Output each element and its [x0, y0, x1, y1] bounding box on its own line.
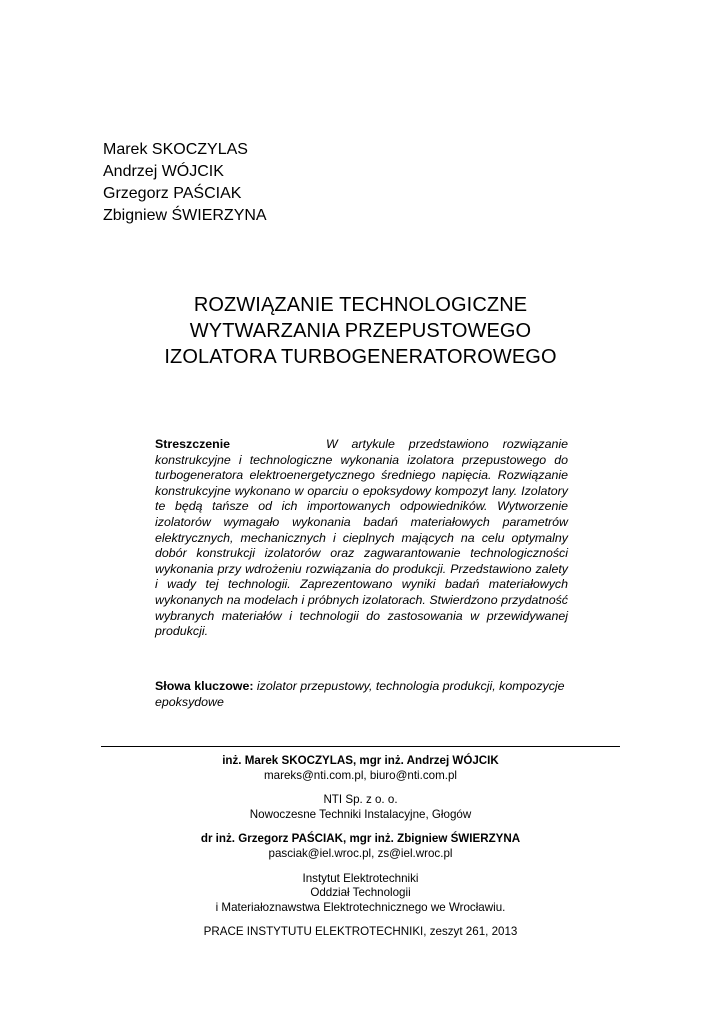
affiliation-org: Oddział Technologii	[310, 886, 411, 900]
author-list	[103, 139, 267, 227]
author-name: Marek SKOCZYLAS	[103, 141, 248, 158]
abstract	[155, 437, 568, 640]
abstract-text: W artykule przedstawiono rozwiązanie konstrukcyjne i technologiczne wykonania izolatora przepustowego do turbogeneratora elektroenergetycznego średniego napięcia. Rozwiązanie konstrukcyjne wykonano w oparciu o epoksydowy kompozyt lany. Izolatory te będą tańsze od ich importowanych odpowiedników. Wytworzenie izolatorów wymagało wykonania badań materiałowych parametrów elektrycznych, mechanicznych i cieplnych mających na celu optymalny dobór konstrukcji izolatorów oraz zagwarantowanie technologiczności wykonania przy wdrożeniu rozwiązania do produkcji. Przedstawiono zalety i wady tej technologii. Zaprezentowano wyniki badań materiałowych wykonanych na modelach i próbnych izolatorach. Stwierdzono przydatność wybranych materiałów i technologii do zastosowania w przewidywanej produkcji.	[155, 437, 569, 639]
title-line: IZOLATORA TURBOGENERATOROWEGO	[164, 346, 557, 368]
keywords	[155, 679, 568, 710]
affiliations-footer	[101, 754, 620, 940]
author-name: Zbigniew ŚWIERZYNA	[103, 207, 267, 224]
author-name: Andrzej WÓJCIK	[103, 163, 224, 180]
author-name: Grzegorz PAŚCIAK	[103, 185, 242, 202]
affiliation-org: i Materiałoznawstwa Elektrotechnicznego we Wrocławiu.	[215, 900, 506, 914]
keywords-label: Słowa kluczowe:	[155, 679, 254, 693]
affiliation-emails: pasciak@iel.wroc.pl, zs@iel.wroc.pl	[268, 846, 453, 860]
paper-title	[100, 292, 621, 370]
affiliation-emails: mareks@nti.com.pl, biuro@nti.com.pl	[264, 768, 457, 782]
keywords-text: izolator przepustowy, technologia produkcji, kompozycje epoksydowe	[155, 679, 565, 709]
journal-reference: PRACE INSTYTUTU ELEKTROTECHNIKI, zeszyt 261, 2013	[203, 925, 518, 939]
affiliation-org: Instytut Elektrotechniki	[302, 871, 419, 885]
title-line: ROZWIĄZANIE TECHNOLOGICZNE	[193, 294, 528, 316]
affiliation-names: dr inż. Grzegorz PAŚCIAK, mgr inż. Zbigniew ŚWIERZYNA	[200, 832, 521, 846]
affiliation-org: NTI Sp. z o. o.	[323, 793, 398, 807]
title-line: WYTWARZANIA PRZEPUSTOWEGO	[189, 320, 532, 342]
affiliation-org: Nowoczesne Techniki Instalacyjne, Głogów	[249, 807, 472, 821]
footer-divider	[101, 746, 620, 747]
abstract-label: Streszczenie	[155, 437, 231, 451]
affiliation-names: inż. Marek SKOCZYLAS, mgr inż. Andrzej WÓJCIK	[222, 754, 499, 767]
